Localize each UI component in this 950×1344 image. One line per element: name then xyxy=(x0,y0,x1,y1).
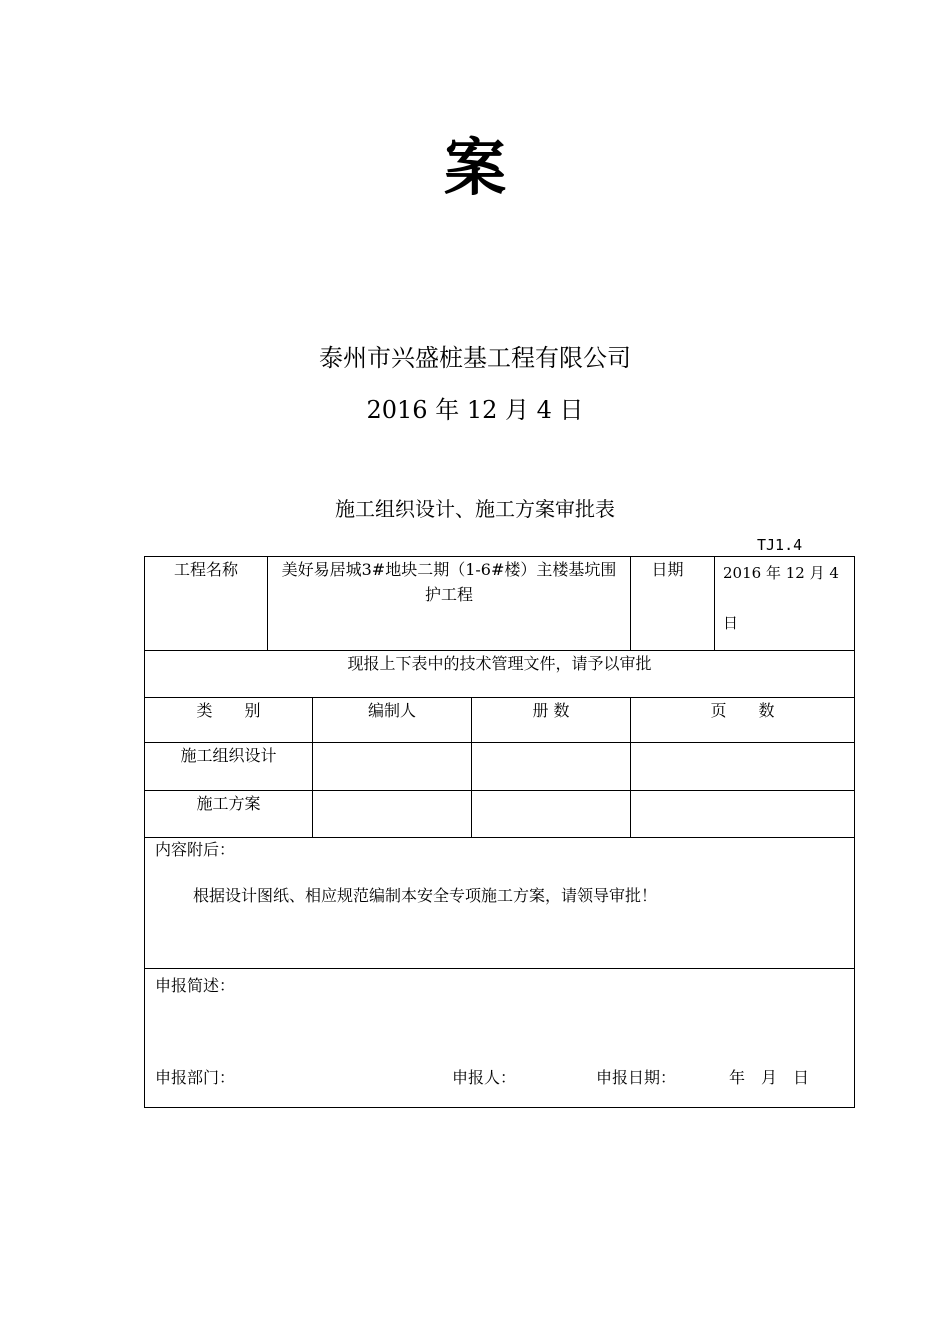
project-name-label: 工程名称 xyxy=(145,557,268,651)
summary-row xyxy=(145,969,855,1108)
content-row xyxy=(145,838,855,969)
form-code: TJ1.4 xyxy=(757,536,803,554)
table-row xyxy=(145,743,855,791)
summary-cell xyxy=(145,969,855,1108)
summary-label: 申报简述： xyxy=(155,976,236,995)
applicant-label: 申报人： xyxy=(452,1068,517,1087)
col-volumes: 册 数 xyxy=(472,698,631,743)
content-label: 内容附后： xyxy=(155,840,236,859)
row-volumes xyxy=(472,743,631,791)
notice-row xyxy=(145,651,855,698)
date-value xyxy=(715,557,855,651)
row-category: 施工组织设计 xyxy=(145,743,313,791)
apply-date-label: 申报日期： xyxy=(596,1068,677,1087)
department-label: 申报部门： xyxy=(155,1068,236,1087)
row-category: 施工方案 xyxy=(145,791,313,838)
notice-text: 现报上下表中的技术管理文件，请予以审批 xyxy=(145,651,855,698)
row-pages xyxy=(631,791,855,838)
project-row xyxy=(145,557,855,651)
col-author: 编制人 xyxy=(313,698,472,743)
date-label: 日期 xyxy=(631,557,715,651)
col-pages: 页 数 xyxy=(631,698,855,743)
row-author xyxy=(313,791,472,838)
row-pages xyxy=(631,743,855,791)
row-author xyxy=(313,743,472,791)
column-header-row xyxy=(145,698,855,743)
col-category: 类 别 xyxy=(145,698,313,743)
row-volumes xyxy=(472,791,631,838)
date-value-line1: 2016 年 12 月 4 xyxy=(723,564,839,582)
cover-date: 2016 年 12 月 4 日 xyxy=(366,396,584,424)
table-row xyxy=(145,791,855,838)
content-text: 根据设计图纸、相应规范编制本安全专项施工方案，请领导审批！ xyxy=(193,886,658,905)
content-cell xyxy=(145,838,855,969)
date-value-line2: 日 xyxy=(723,614,739,632)
cover-title: 案 xyxy=(443,131,506,204)
company-name: 泰州市兴盛桩基工程有限公司 xyxy=(319,344,631,372)
form-title: 施工组织设计、施工方案审批表 xyxy=(335,497,615,521)
apply-date-ymd: 年 月 日 xyxy=(729,1068,810,1087)
approval-form-table xyxy=(144,556,855,1108)
project-name-value: 美好易居城3#地块二期（1-6#楼）主楼基坑围护工程 xyxy=(268,557,631,651)
